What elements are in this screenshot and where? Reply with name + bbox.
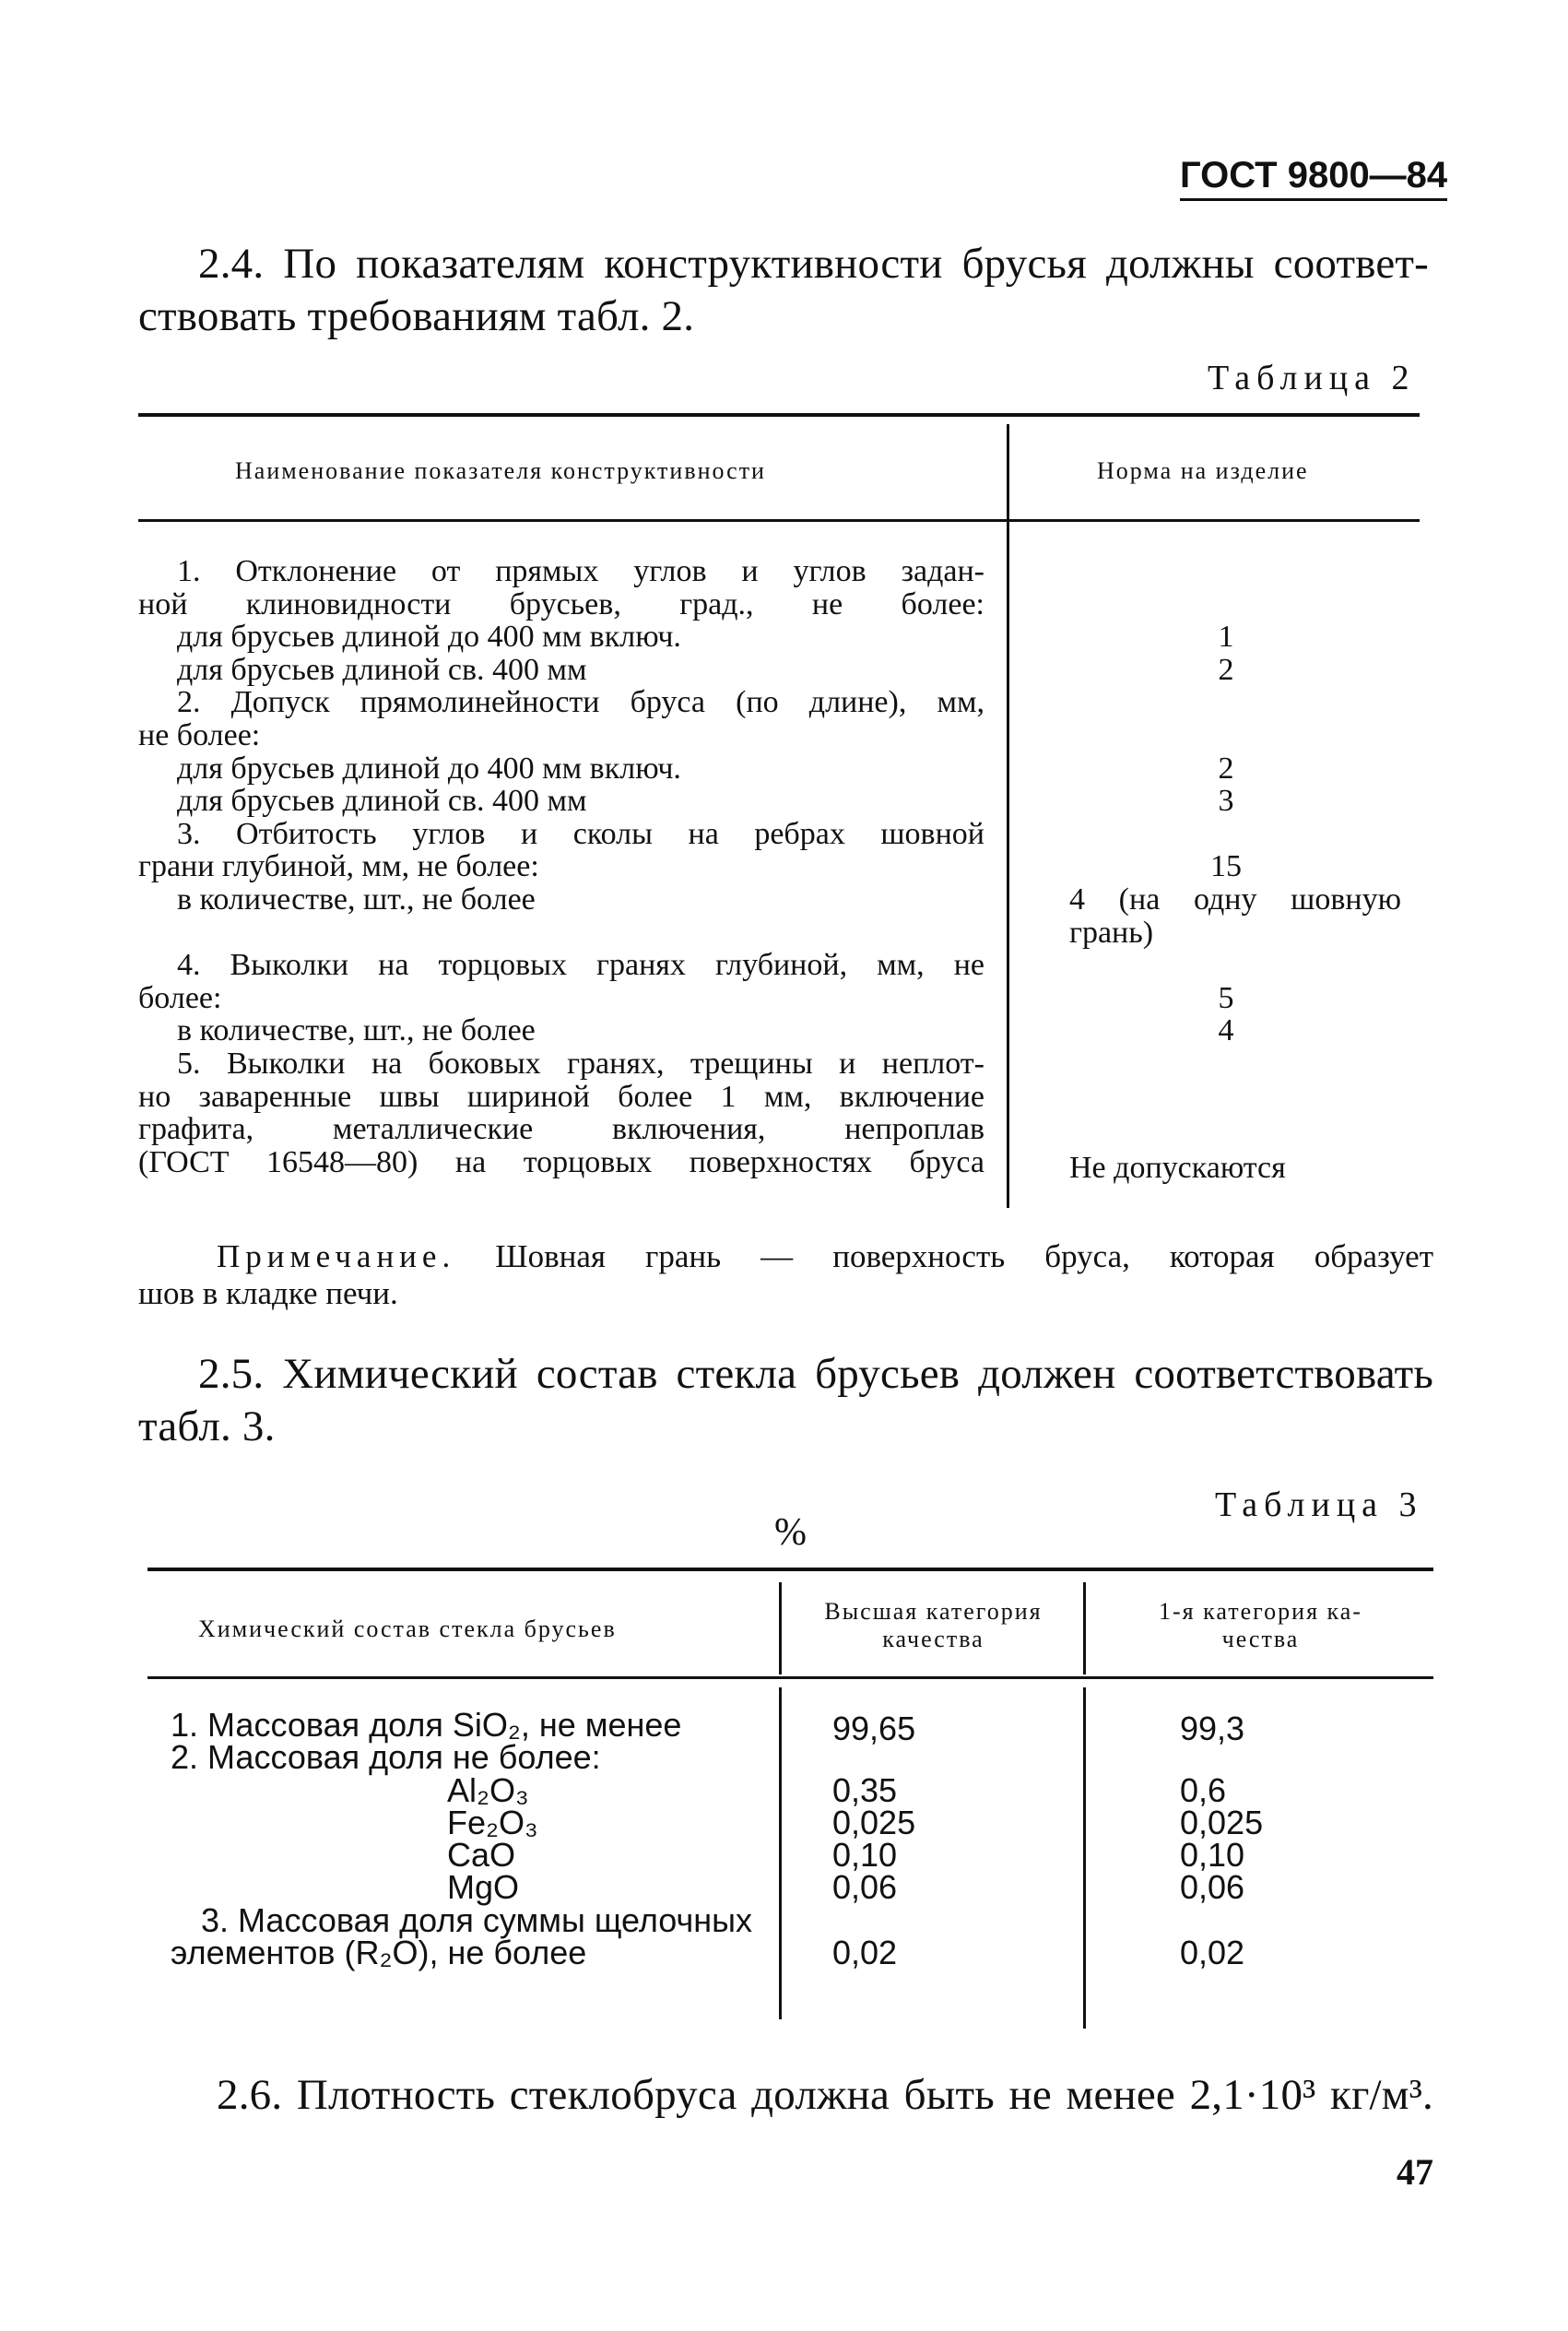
table-3-col2-header-line2: качества — [882, 1626, 984, 1652]
table-3-row-highest-category-value: 0,025 — [832, 1804, 916, 1841]
table-3-row-text: 3. Массовая доля суммы щелочных — [201, 1901, 753, 1939]
paragraph-2-5-line1: 2.5. Химический состав стекла брусьев должен соответствовать — [198, 1350, 1433, 1398]
table-3-col3-header-line2: чества — [1221, 1626, 1300, 1652]
table-2-row-value: Не допускаются — [1069, 1150, 1286, 1185]
table-3-row-text: Fe₂O₃ — [447, 1804, 538, 1841]
table-3-col2-header — [784, 1598, 1083, 1653]
paragraph-2-4-line2: ствовать требованиям табл. 2. — [138, 292, 695, 340]
table-2-row-text: для брусьев длиной до 400 мм включ. — [177, 751, 681, 786]
table-2-col1-header: Наименование показателя конструктивности — [235, 457, 766, 484]
table-3-col3-header-line1: 1-я категория ка- — [1159, 1598, 1362, 1625]
table-3-row-first-category-value: 0,025 — [1180, 1804, 1264, 1841]
table-2-column-divider — [1007, 424, 1009, 1208]
table-3-body-divider-1 — [779, 1687, 782, 2019]
table-2-row-text: 4. Выколки на торцовых гранях глубиной, мм, не — [177, 948, 984, 983]
table-2-note — [217, 1238, 1433, 1275]
table-2-row-value: 4 (на одну шовную — [1069, 882, 1401, 917]
doc-id-header: ГОСТ 9800—84 — [1180, 155, 1447, 201]
table-3-row-text: элементов (R₂O), не более — [171, 1934, 587, 1971]
paragraph-2-6-text: 2.6. Плотность стеклобруса должна быть не менее 2,1·10³ кг/м³. — [217, 2071, 1433, 2119]
table-2-row-value: 3 — [1218, 784, 1234, 819]
table-2-row-value: 1 — [1218, 620, 1234, 655]
table-2-top-rule — [138, 413, 1420, 417]
table-3-header-divider-2 — [1083, 1582, 1086, 1674]
paragraph-2-6 — [217, 2069, 1433, 2122]
table-3-header-divider-1 — [779, 1582, 782, 1674]
table-3-row-first-category-value: 0,02 — [1180, 1934, 1245, 1971]
table-3-col2-header-line1: Высшая категория — [824, 1598, 1043, 1625]
table-3-row-highest-category-value: 0,10 — [832, 1836, 898, 1874]
table-3-row-first-category-value: 99,3 — [1180, 1710, 1245, 1747]
table-3-row-text: Al₂O₃ — [447, 1771, 529, 1809]
table-3-row-first-category-value: 0,6 — [1180, 1771, 1227, 1809]
page-number: 47 — [1397, 2151, 1433, 2193]
note-text-line2: шов в кладке печи. — [138, 1275, 398, 1311]
table-2-row-value: 5 — [1218, 980, 1234, 1015]
table-3-top-rule — [147, 1568, 1433, 1571]
table-2-row-text: в количестве, шт., не более — [177, 882, 536, 917]
table-3-row-text: CaO — [447, 1836, 516, 1874]
table-2-row-text: грани глубиной, мм, не более: — [138, 849, 539, 884]
table-3-body-divider-2 — [1083, 1687, 1086, 2029]
table-2-row-text: графита, металлические включения, непроплав — [138, 1112, 984, 1147]
table-2-row-text: 1. Отклонение от прямых углов и углов задан- — [177, 554, 984, 588]
table-2-row-text: 5. Выколки на боковых гранях, трещины и неплот- — [177, 1047, 984, 1081]
table-2-row-text: для брусьев длиной св. 400 мм — [177, 784, 587, 819]
table-2-row-text: но заваренные швы шириной более 1 мм, включение — [138, 1079, 984, 1114]
table-2-row-text: 2. Допуск прямолинейности бруса (по длине), мм, — [177, 685, 984, 720]
table-3-row-highest-category-value: 0,35 — [832, 1771, 898, 1809]
table-3-unit: % — [774, 1511, 807, 1554]
table-2-row-text: 3. Отбитость углов и сколы на ребрах шовной — [177, 816, 984, 851]
table-2-row-value: 2 — [1218, 652, 1234, 687]
table-2-row-text: в количестве, шт., не более — [177, 1013, 536, 1048]
table-2-row-text: более: — [138, 980, 222, 1015]
table-3-row-highest-category-value: 0,06 — [832, 1868, 898, 1906]
table-3-row-highest-category-value: 0,02 — [832, 1934, 898, 1971]
paragraph-2-4 — [138, 238, 1429, 343]
table-2-row-value: 4 — [1218, 1013, 1234, 1048]
table-2-row-value: грань) — [1069, 915, 1154, 950]
table-3-col3-header — [1088, 1598, 1433, 1653]
note-label: Примечание. — [217, 1238, 456, 1274]
table-3-row-highest-category-value: 99,65 — [832, 1710, 916, 1747]
paragraph-2-5 — [138, 1348, 1433, 1453]
table-3-row-text: MgO — [447, 1868, 520, 1906]
table-3-col1-header: Химический состав стекла брусьев — [198, 1615, 617, 1642]
table-2-row-text: не более: — [138, 718, 261, 752]
table-3-row-first-category-value: 0,10 — [1180, 1836, 1245, 1874]
table-2-row-value: 2 — [1218, 751, 1234, 786]
table-3-row-text: 2. Массовая доля не более: — [171, 1738, 601, 1776]
table-2-row-text: (ГОСТ 16548—80) на торцовых поверхностях бруса — [138, 1144, 984, 1179]
table-3-row-first-category-value: 0,06 — [1180, 1868, 1245, 1906]
table-2-row-text: для брусьев длиной до 400 мм включ. — [177, 620, 681, 655]
table-2-caption: Таблица 2 — [1208, 359, 1416, 397]
table-2-row-text: для брусьев длиной св. 400 мм — [177, 652, 587, 687]
table-2-row-text: ной клиновидности брусьев, град., не более: — [138, 586, 984, 621]
table-3-row-text: 1. Массовая доля SiO₂, не менее — [171, 1706, 682, 1744]
note-text-line1: Шовная грань — поверхность бруса, которая образует — [495, 1238, 1434, 1274]
paragraph-2-5-line2: табл. 3. — [138, 1402, 276, 1450]
table-2-col2-header: Норма на изделие — [1097, 457, 1309, 484]
table-3-header-rule — [147, 1676, 1433, 1679]
paragraph-2-4-line1: 2.4. По показателям конструктивности брусья должны соответ- — [198, 240, 1429, 288]
table-3-caption: Таблица 3 — [1215, 1485, 1423, 1524]
table-2-header-rule — [138, 519, 1420, 522]
table-2-row-value: 15 — [1210, 849, 1242, 884]
